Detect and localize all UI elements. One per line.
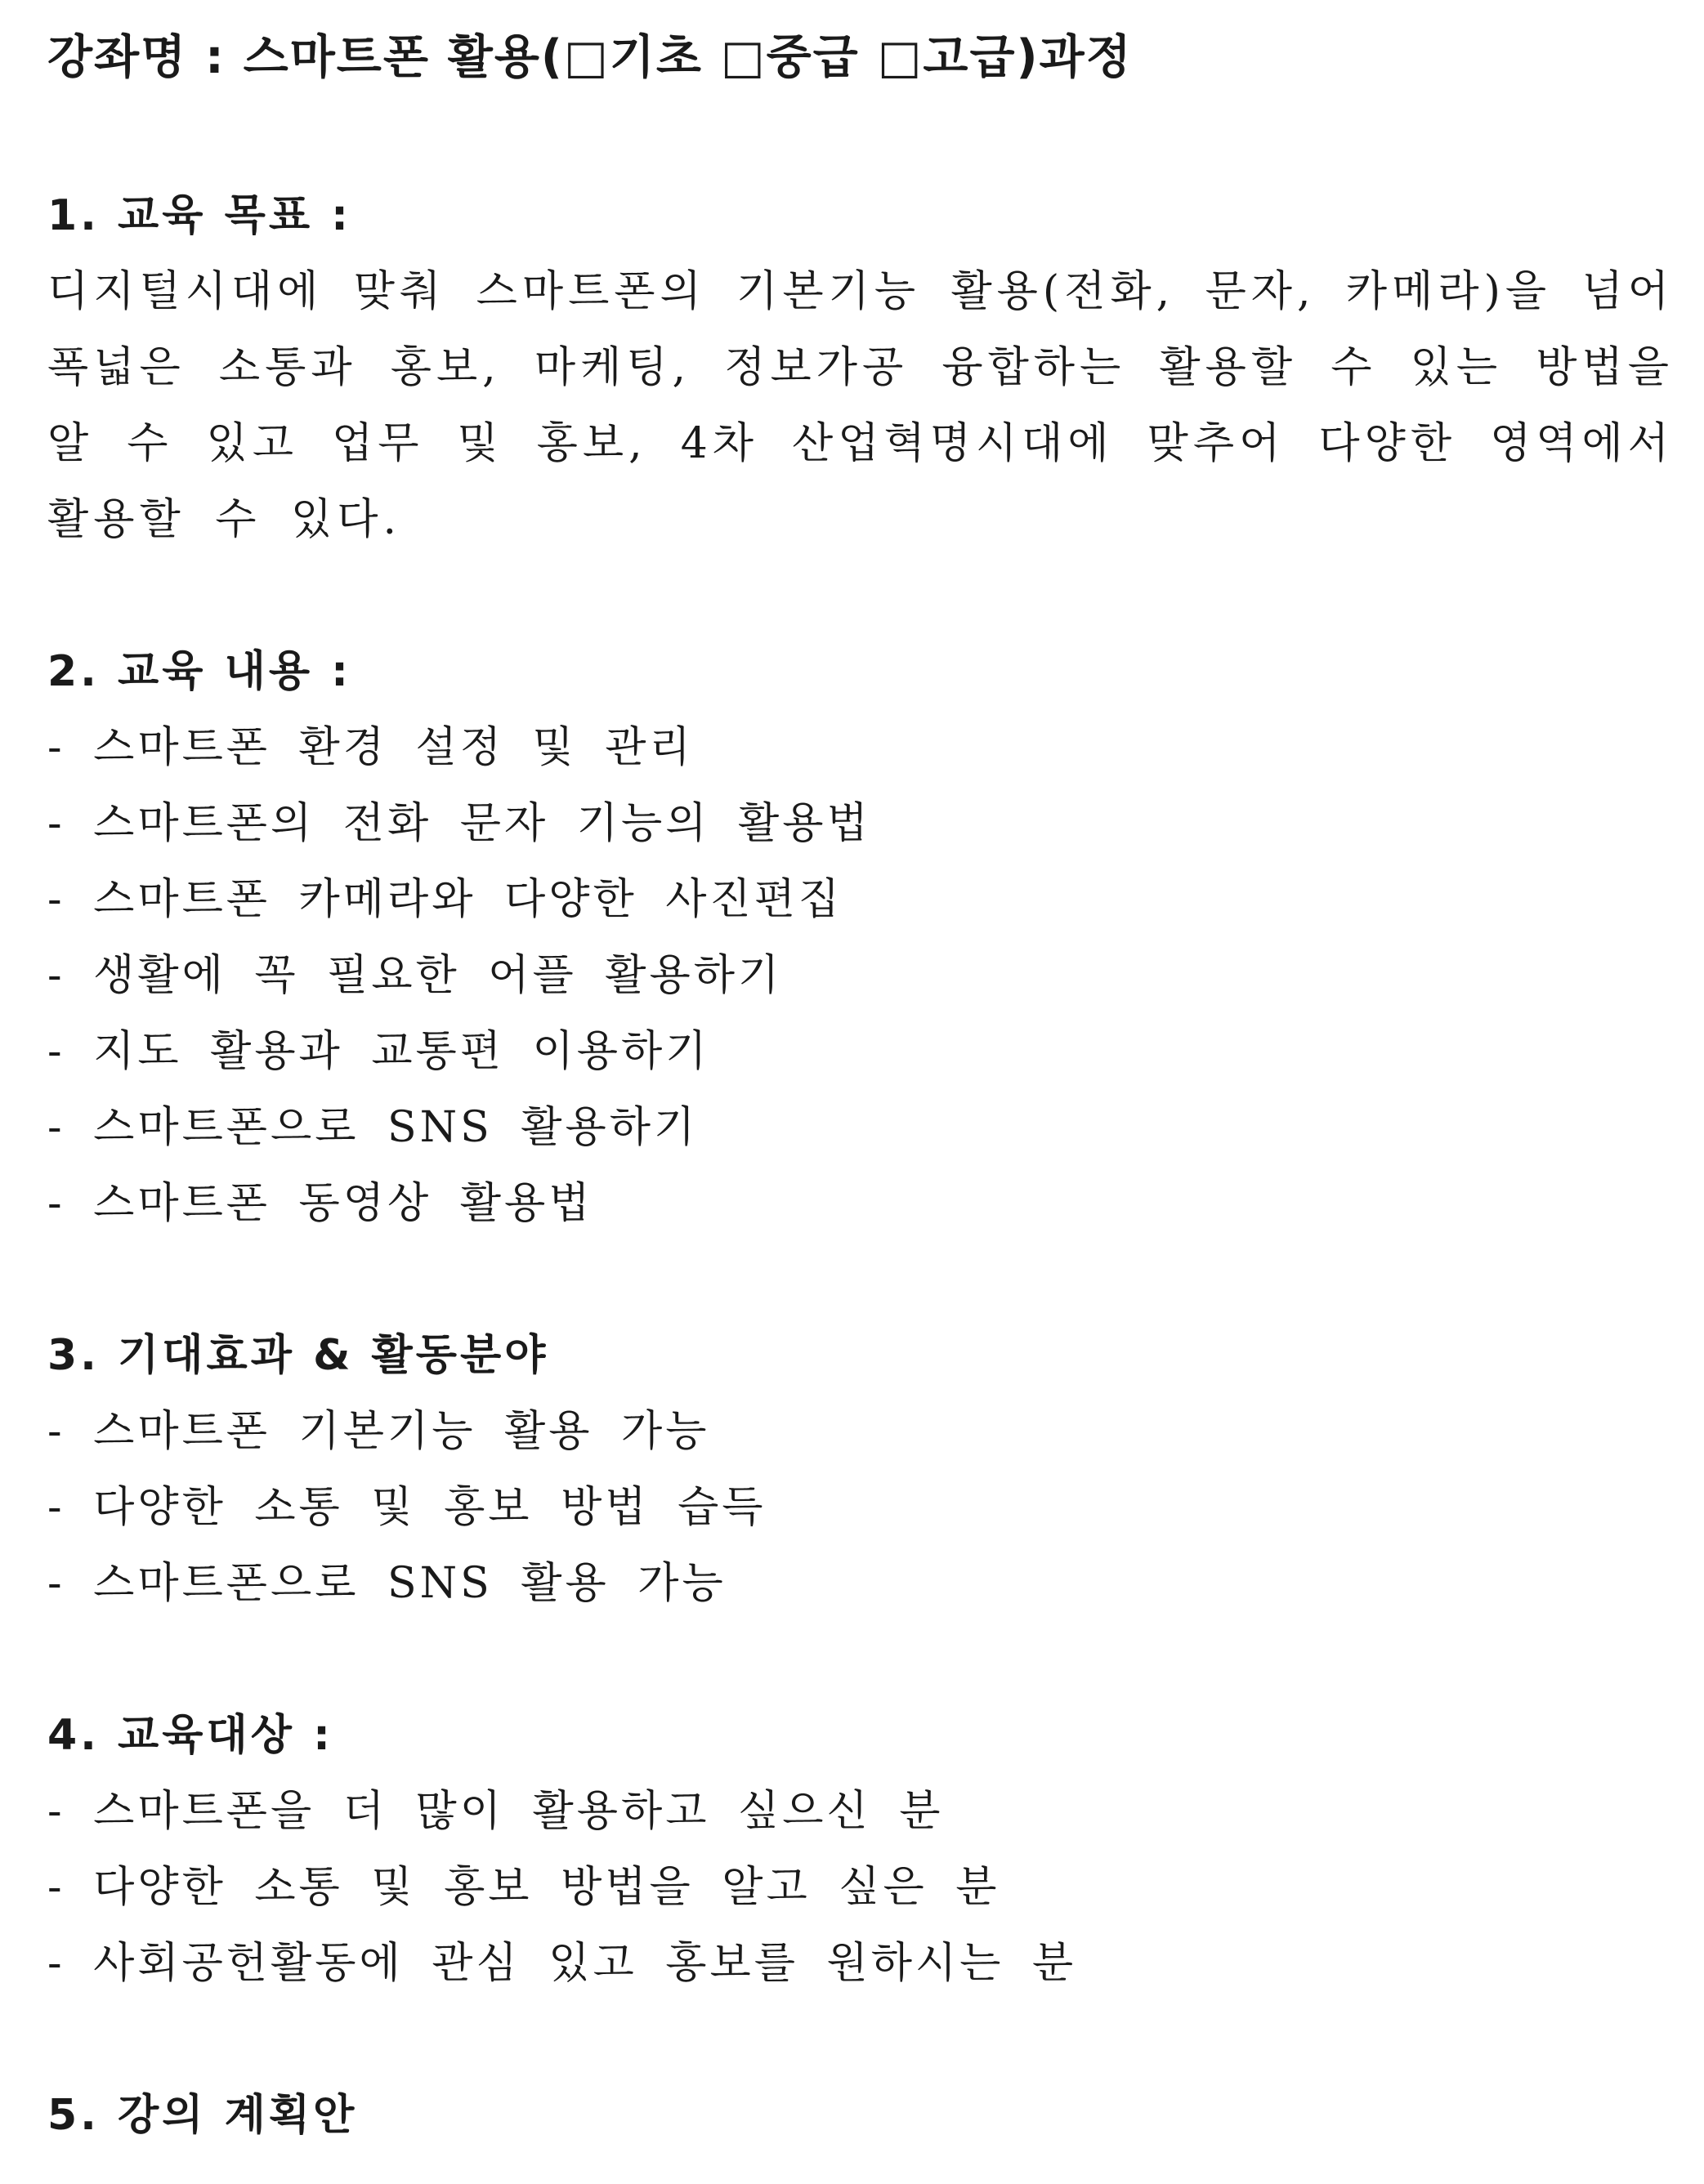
list-item: - 스마트폰 동영상 활용법 [47, 1179, 593, 1228]
section-education-goal [47, 178, 1674, 558]
list-item: - 스마트폰 환경 설정 및 관리 [47, 723, 694, 772]
section-lecture-plan [47, 2078, 1674, 2154]
section-heading-goal: 1. 교육 목표 : [47, 191, 351, 240]
section-heading-content: 2. 교육 내용 : [47, 647, 351, 696]
list-item: - 사회공헌활동에 관심 있고 홍보를 원하시는 분 [47, 1939, 1077, 1988]
list-item: - 스마트폰의 전화 문자 기능의 활용법 [47, 799, 871, 848]
list-item: - 스마트폰으로 SNS 활용 가능 [47, 1559, 727, 1608]
spacer [47, 92, 1674, 178]
section-heading-plan: 5. 강의 계획안 [47, 2091, 358, 2140]
section-heading-target: 4. 교육대상 : [47, 1711, 333, 1760]
target-list [47, 1774, 1674, 2002]
section-expected-effects [47, 1318, 1674, 1622]
list-item: - 다양한 소통 및 홍보 방법을 알고 싶은 분 [47, 1863, 1000, 1912]
list-item: - 생활에 꼭 필요한 어플 활용하기 [47, 951, 783, 1000]
document-page [47, 23, 1674, 2154]
spacer [47, 1622, 1674, 1698]
list-item: - 스마트폰 기본기능 활용 가능 [47, 1407, 710, 1456]
content-list [47, 710, 1674, 1242]
list-item: - 지도 활용과 교통편 이용하기 [47, 1027, 710, 1076]
goal-paragraph: 디지털시대에 맞춰 스마트폰의 기본기능 활용(전화, 문자, 카메라)을 넘어 폭넓은 소통과 홍보, 마케팅, 정보가공 융합하는 활용할 수 있는 방법을 알 수 있고 업무 및 홍보, 4차 산업혁명시대에 맞추어 다양한 영역에서 활용할 수 있다. [47, 267, 1674, 544]
spacer [47, 1242, 1674, 1318]
spacer [47, 2002, 1674, 2078]
course-title: 강좌명 : 스마트폰 활용(□기초 □중급 □고급)과정 [47, 30, 1133, 84]
section-education-target [47, 1698, 1674, 2002]
section-education-content [47, 634, 1674, 1242]
effects-list [47, 1394, 1674, 1622]
list-item: - 스마트폰으로 SNS 활용하기 [47, 1103, 699, 1152]
list-item: - 스마트폰 카메라와 다양한 사진편집 [47, 875, 843, 924]
section-heading-effects: 3. 기대효과 & 활동분야 [47, 1331, 549, 1380]
list-item: - 다양한 소통 및 홍보 방법 습득 [47, 1483, 767, 1532]
spacer [47, 558, 1674, 634]
list-item: - 스마트폰을 더 많이 활용하고 싶으신 분 [47, 1787, 944, 1836]
